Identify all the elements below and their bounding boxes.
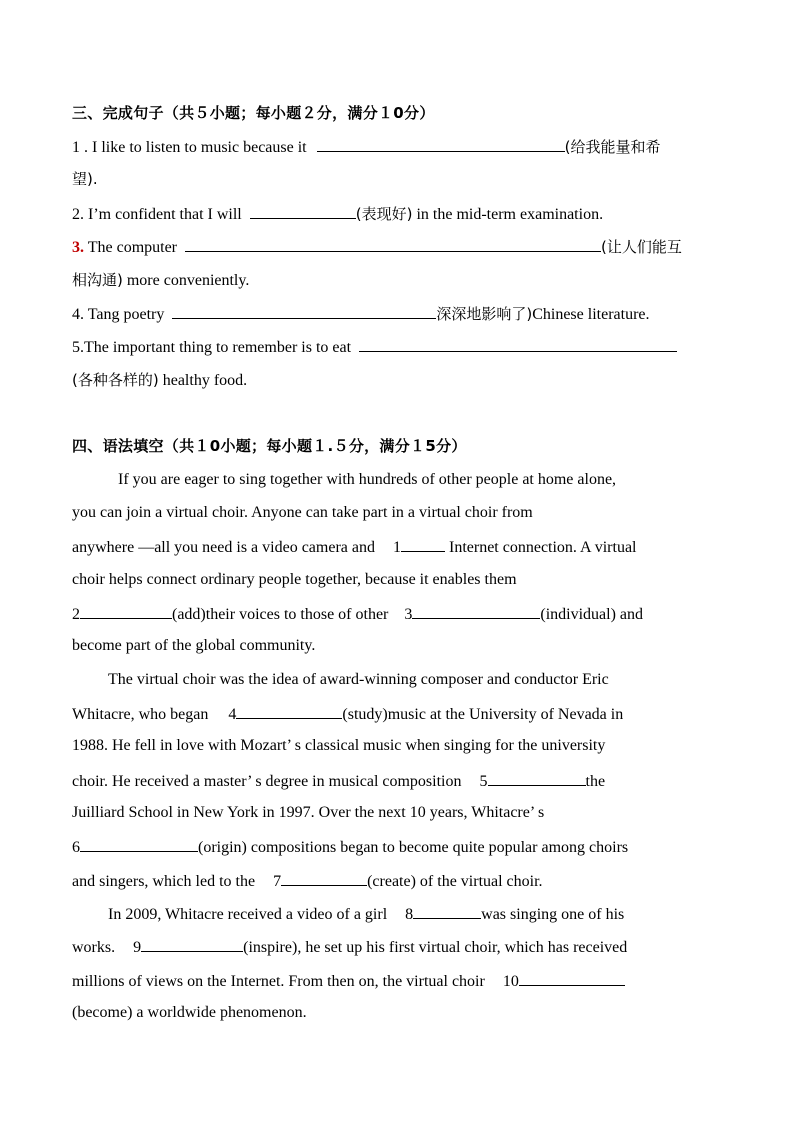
q3-text: The computer: [84, 239, 178, 256]
q4-answer-blank[interactable]: [172, 303, 436, 319]
q1-text: 1 . I like to listen to music because it: [72, 139, 307, 156]
blank-5-tail: the: [585, 773, 606, 790]
blank-1-tail: Internet connection. A virtual: [448, 539, 637, 556]
blank-8[interactable]: [413, 903, 481, 919]
q2-tail: in the mid-term examination.: [412, 206, 604, 223]
passage-text: choir. He received a master’ s degree in musical composition: [72, 773, 462, 790]
question-2: [72, 203, 603, 223]
blank-number-6: 6: [72, 839, 80, 856]
blank-4-hint: (study)music at the University of Nevada in: [342, 706, 624, 723]
passage-line-2: you can join a virtual choir. Anyone can take part in a virtual choir from: [72, 504, 533, 521]
passage-text: In 2009, Whitacre received a video of a girl: [108, 906, 388, 923]
passage-line-13: [72, 870, 543, 890]
blank-3-hint: (individual) and: [540, 606, 644, 623]
passage-line-16: [72, 970, 625, 990]
passage-line-17: (become) a worldwide phenomenon.: [72, 1004, 307, 1021]
blank-7[interactable]: [281, 870, 367, 886]
q2-answer-blank[interactable]: [250, 203, 356, 219]
passage-text: anywhere —all you need is a video camera and: [72, 539, 375, 556]
q3-number: 3.: [72, 239, 84, 256]
blank-9[interactable]: [141, 936, 243, 952]
passage-line-9: 1988. He fell in love with Mozart’ s classical music when singing for the university: [72, 737, 606, 754]
blank-8-tail: was singing one of his: [481, 906, 625, 923]
q3-continued: [72, 270, 249, 290]
q3-hint-continued: 相沟通): [72, 271, 123, 289]
q2-hint: (表现好): [355, 205, 413, 223]
passage-line-12: [72, 836, 628, 856]
q4-text: 4. Tang poetry: [72, 306, 165, 323]
question-4: [72, 303, 650, 323]
blank-number-9: 9: [133, 939, 142, 956]
passage-line-8: [72, 703, 623, 723]
passage-text: and singers, which led to the: [72, 873, 256, 890]
question-5: [72, 336, 677, 356]
q1-hint: (给我能量和希: [564, 138, 661, 156]
question-3: [72, 236, 682, 256]
q5-hint: (各种各样的): [72, 371, 159, 389]
blank-number-10: 10: [502, 973, 519, 990]
q5-tail: healthy food.: [158, 372, 248, 389]
q5-text: 5.The important thing to remember is to eat: [72, 339, 352, 356]
blank-number-4: 4: [228, 706, 237, 723]
passage-line-15: [72, 936, 627, 956]
section3-heading: 三、完成句子（共５小题；每小题２分，满分１0分）: [72, 104, 435, 122]
q5-continued: [72, 370, 247, 390]
blank-number-3: 3: [404, 606, 413, 623]
blank-number-8: 8: [405, 906, 414, 923]
q3-hint: (让人们能互: [601, 238, 682, 256]
passage-text: Whitacre, who began: [72, 706, 209, 723]
blank-2[interactable]: [80, 603, 172, 619]
blank-6[interactable]: [80, 836, 198, 852]
blank-7-hint: (create) of the virtual choir.: [367, 873, 543, 890]
q5-answer-blank[interactable]: [359, 336, 677, 352]
passage-text: works.: [72, 939, 116, 956]
q3-answer-blank[interactable]: [185, 236, 601, 252]
question-1: [72, 136, 722, 156]
q2-text: 2. I’m confident that I will: [72, 206, 242, 223]
blank-number-2: 2: [72, 606, 80, 623]
blank-10[interactable]: [519, 970, 625, 986]
passage-line-11: Juilliard School in New York in 1997. Over the next 10 years, Whitacre’ s: [72, 804, 545, 821]
q1-answer-blank[interactable]: [317, 136, 565, 152]
passage-line-14: [108, 903, 624, 923]
q4-hint: 深深地影响了): [436, 305, 533, 323]
q4-tail: Chinese literature.: [532, 306, 650, 323]
blank-1[interactable]: [401, 536, 445, 552]
passage-line-6: become part of the global community.: [72, 637, 316, 654]
passage-line-3: [72, 536, 636, 556]
blank-number-5: 5: [479, 773, 488, 790]
passage-line-1: If you are eager to sing together with hundreds of other people at home alone,: [118, 471, 617, 488]
blank-number-7: 7: [273, 873, 282, 890]
blank-4[interactable]: [236, 703, 342, 719]
passage-line-4: choir helps connect ordinary people together, because it enables them: [72, 571, 517, 588]
passage-line-5: [72, 603, 643, 623]
blank-2-hint: (add)their voices to those of other: [172, 606, 389, 623]
q1-hint-continued: 望).: [72, 170, 98, 188]
passage-text: millions of views on the Internet. From then on, the virtual choir: [72, 973, 485, 990]
blank-9-hint: (inspire), he set up his first virtual choir, which has received: [243, 939, 628, 956]
blank-6-hint: (origin): [198, 839, 247, 856]
section4-heading: 四、语法填空（共１0小题；每小题１.５分，满分１5分）: [72, 437, 467, 455]
passage-line-7: The virtual choir was the idea of award-winning composer and conductor Eric: [108, 671, 609, 688]
q3-tail: more conveniently.: [122, 272, 250, 289]
passage-text: compositions began to become quite popular among choirs: [250, 839, 629, 856]
blank-5[interactable]: [488, 770, 586, 786]
blank-number-1: 1: [392, 539, 401, 556]
blank-3[interactable]: [412, 603, 540, 619]
passage-line-10: [72, 770, 605, 790]
